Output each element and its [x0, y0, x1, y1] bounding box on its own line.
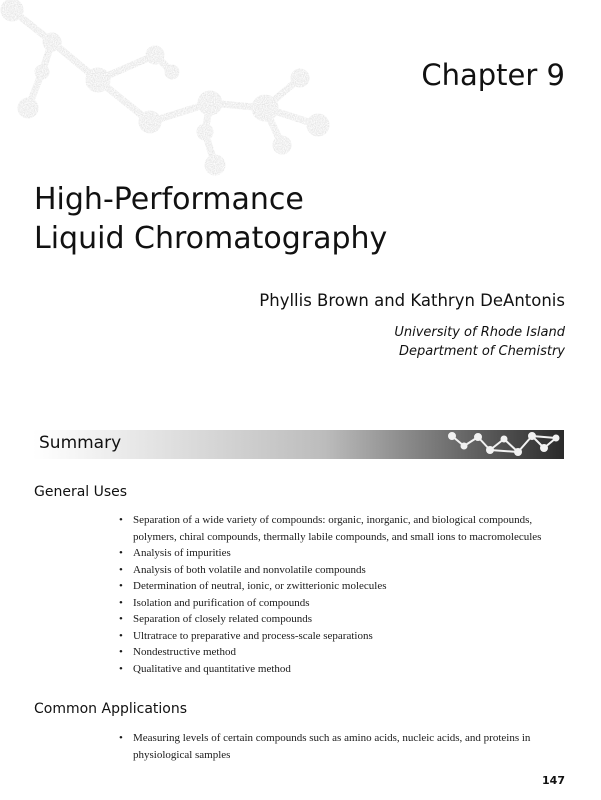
general-use-item: • Isolation and purification of compounds [119, 595, 564, 612]
authors: Phyllis Brown and Kathryn DeAntonis [259, 291, 565, 310]
general-use-item: • Analysis of impurities [119, 545, 564, 562]
general-use-item: • Determination of neutral, ionic, or zwitterionic molecules [119, 578, 564, 595]
general-use-item: • Nondestructive method [119, 644, 564, 661]
molecule-pattern-icon [434, 430, 564, 459]
common-applications-heading: Common Applications [34, 701, 188, 717]
general-uses-heading: General Uses [34, 484, 128, 500]
general-use-item: • Separation of a wide variety of compounds: organic, inorganic, and biological compounds, polymers, chiral compounds, thermally labile compounds, and small ions to macromolecules [119, 512, 564, 545]
general-uses-list [119, 512, 564, 677]
molecule-illustration [0, 0, 340, 190]
chapter-label: Chapter 9 [421, 58, 565, 92]
general-use-item: • Ultratrace to preparative and process-scale separations [119, 628, 564, 645]
general-use-item: • Separation of closely related compounds [119, 611, 564, 628]
page-number: 147 [542, 774, 565, 787]
affiliation [394, 323, 565, 361]
chapter-title-line-2: Liquid Chromatography [34, 221, 388, 256]
general-use-item: • Analysis of both volatile and nonvolatile compounds [119, 562, 564, 579]
general-use-item: • Qualitative and quantitative method [119, 661, 564, 678]
affiliation-university: University of Rhode Island [394, 325, 565, 340]
affiliation-department: Department of Chemistry [399, 344, 565, 359]
chapter-title [34, 180, 387, 258]
common-application-item: • Measuring levels of certain compounds such as amino acids, nucleic acids, and proteins in physiological samples [119, 730, 564, 763]
summary-heading: Summary [39, 433, 122, 453]
chapter-title-line-1: High-Performance [34, 182, 304, 217]
summary-banner [33, 430, 564, 459]
common-applications-list [119, 730, 564, 763]
